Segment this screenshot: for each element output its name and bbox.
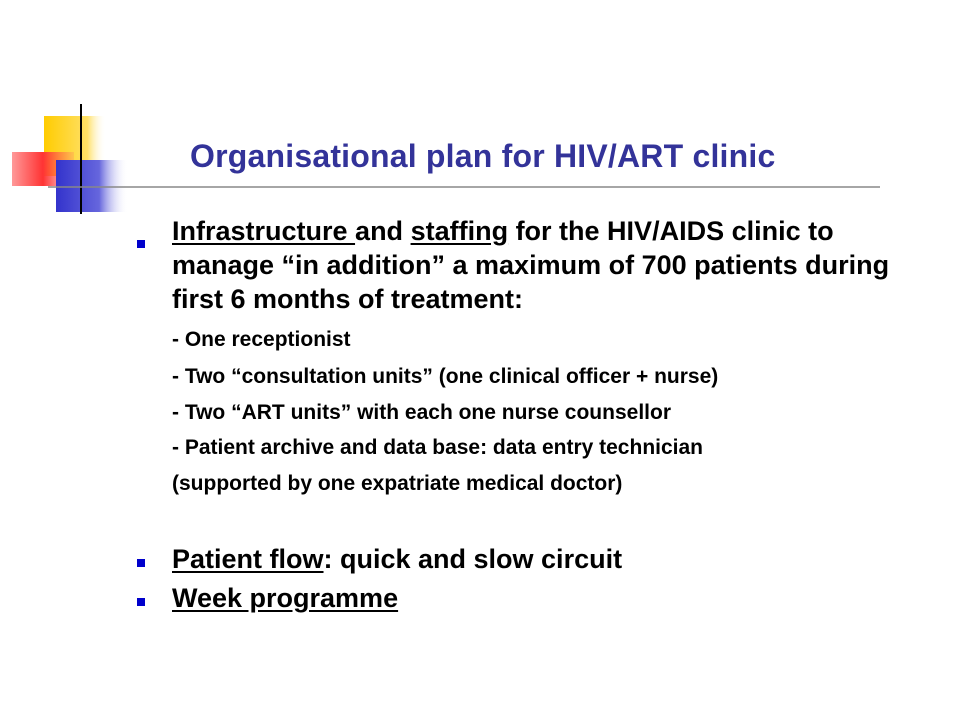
staff-line-receptionist: - One receptionist	[172, 328, 351, 351]
bullet-body-text: for the HIV/AIDS clinic to manage “in addition” a maximum of 700 patients during first 6 months of treatment:	[172, 216, 890, 314]
deco-blue-block	[56, 160, 128, 212]
bullet-marker	[137, 240, 145, 248]
underlined-term-patient-flow: Patient flow	[172, 544, 324, 574]
underlined-term-staffing: staffing	[410, 216, 509, 246]
bullet-text-week-programme	[172, 581, 912, 615]
underlined-term-week-programme: Week programme	[172, 583, 399, 613]
slide-title: Organisational plan for HIV/ART clinic	[190, 138, 776, 174]
staff-line-medical-doctor: (supported by one expatriate medical doctor)	[172, 472, 623, 495]
bullet-text-patient-flow	[172, 542, 912, 576]
staff-line-data-entry: - Patient archive and data base: data entry technician	[172, 436, 703, 459]
staff-line-art-units: - Two “ART units” with each one nurse counsellor	[172, 401, 671, 424]
connector-text: and	[355, 216, 411, 246]
bullet-text-infrastructure	[172, 214, 912, 316]
bullet-body-text: : quick and slow circuit	[323, 544, 623, 574]
corner-decoration	[0, 0, 960, 240]
bullet-marker	[137, 559, 145, 567]
underlined-term-infrastructure: Infrastructure	[172, 216, 356, 246]
staff-line-consultation-units: - Two “consultation units” (one clinical officer + nurse)	[172, 365, 719, 388]
bullet-marker	[137, 598, 145, 606]
